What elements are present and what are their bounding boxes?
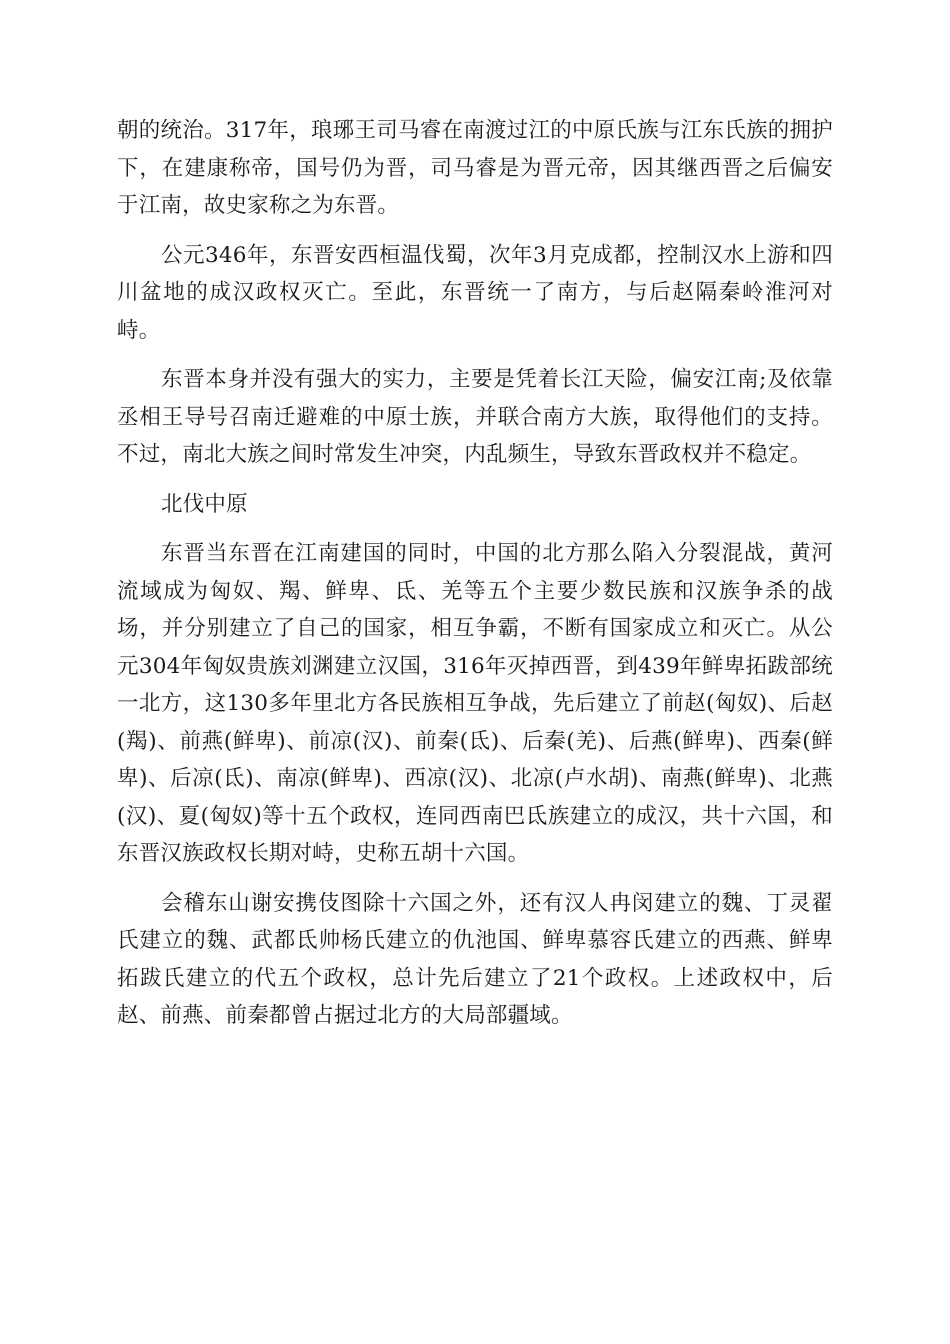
- paragraph-sixteen-kingdoms: 东晋当东晋在江南建国的同时，中国的北方那么陷入分裂混战，黄河流域成为匈奴、羯、鲜卑、氐、羌等五个主要少数民族和汉族争杀的战场，并分别建立了自己的国家，相互争霸，不断有国家成立和灭亡。从公元304年匈奴贵族刘渊建立汉国，316年灭掉西晋，到439年鲜卑拓跋部统一北方，这130多年里北方各民族相互争战，先后建立了前赵(匈奴)、后赵(羯)、前燕(鲜卑)、前凉(汉)、前秦(氐)、后秦(羌)、后燕(鲜卑)、西秦(鲜卑)、后凉(氐)、南凉(鲜卑)、西凉(汉)、北凉(卢水胡)、南燕(鲜卑)、北燕(汉)、夏(匈奴)等十五个政权，连同西南巴氐族建立的成汉，共十六国，和东晋汉族政权长期对峙，史称五胡十六国。: [117, 541, 833, 866]
- paragraph-continuation: 朝的统治。317年，琅琊王司马睿在南渡过江的中原氏族与江东氏族的拥护下，在建康称帝，国号仍为晋，司马睿是为晋元帝，因其继西晋之后偏安于江南，故史家称之为东晋。: [117, 118, 833, 218]
- paragraph-eastern-jin-strength: 东晋本身并没有强大的实力，主要是凭着长江天险，偏安江南;及依靠丞相王导号召南迁避难的中原士族，并联合南方大族，取得他们的支持。不过，南北大族之间时常发生冲突，内乱频生，导致东晋政权并不稳定。: [117, 367, 833, 467]
- paragraph-other-regimes: 会稽东山谢安携伎图除十六国之外，还有汉人冉闵建立的魏、丁灵翟氏建立的魏、武都氐帅杨氏建立的仇池国、鲜卑慕容氏建立的西燕、鲜卑拓跋氏建立的代五个政权，总计先后建立了21个政权。上述政权中，后赵、前燕、前秦都曾占据过北方的大局部疆域。: [117, 890, 833, 1028]
- paragraph-huanwen-campaign: 公元346年，东晋安西桓温伐蜀，次年3月克成都，控制汉水上游和四川盆地的成汉政权灭亡。至此，东晋统一了南方，与后赵隔秦岭淮河对峙。: [117, 242, 833, 343]
- section-heading: 北伐中原: [161, 491, 248, 517]
- document-body: [117, 112, 833, 1047]
